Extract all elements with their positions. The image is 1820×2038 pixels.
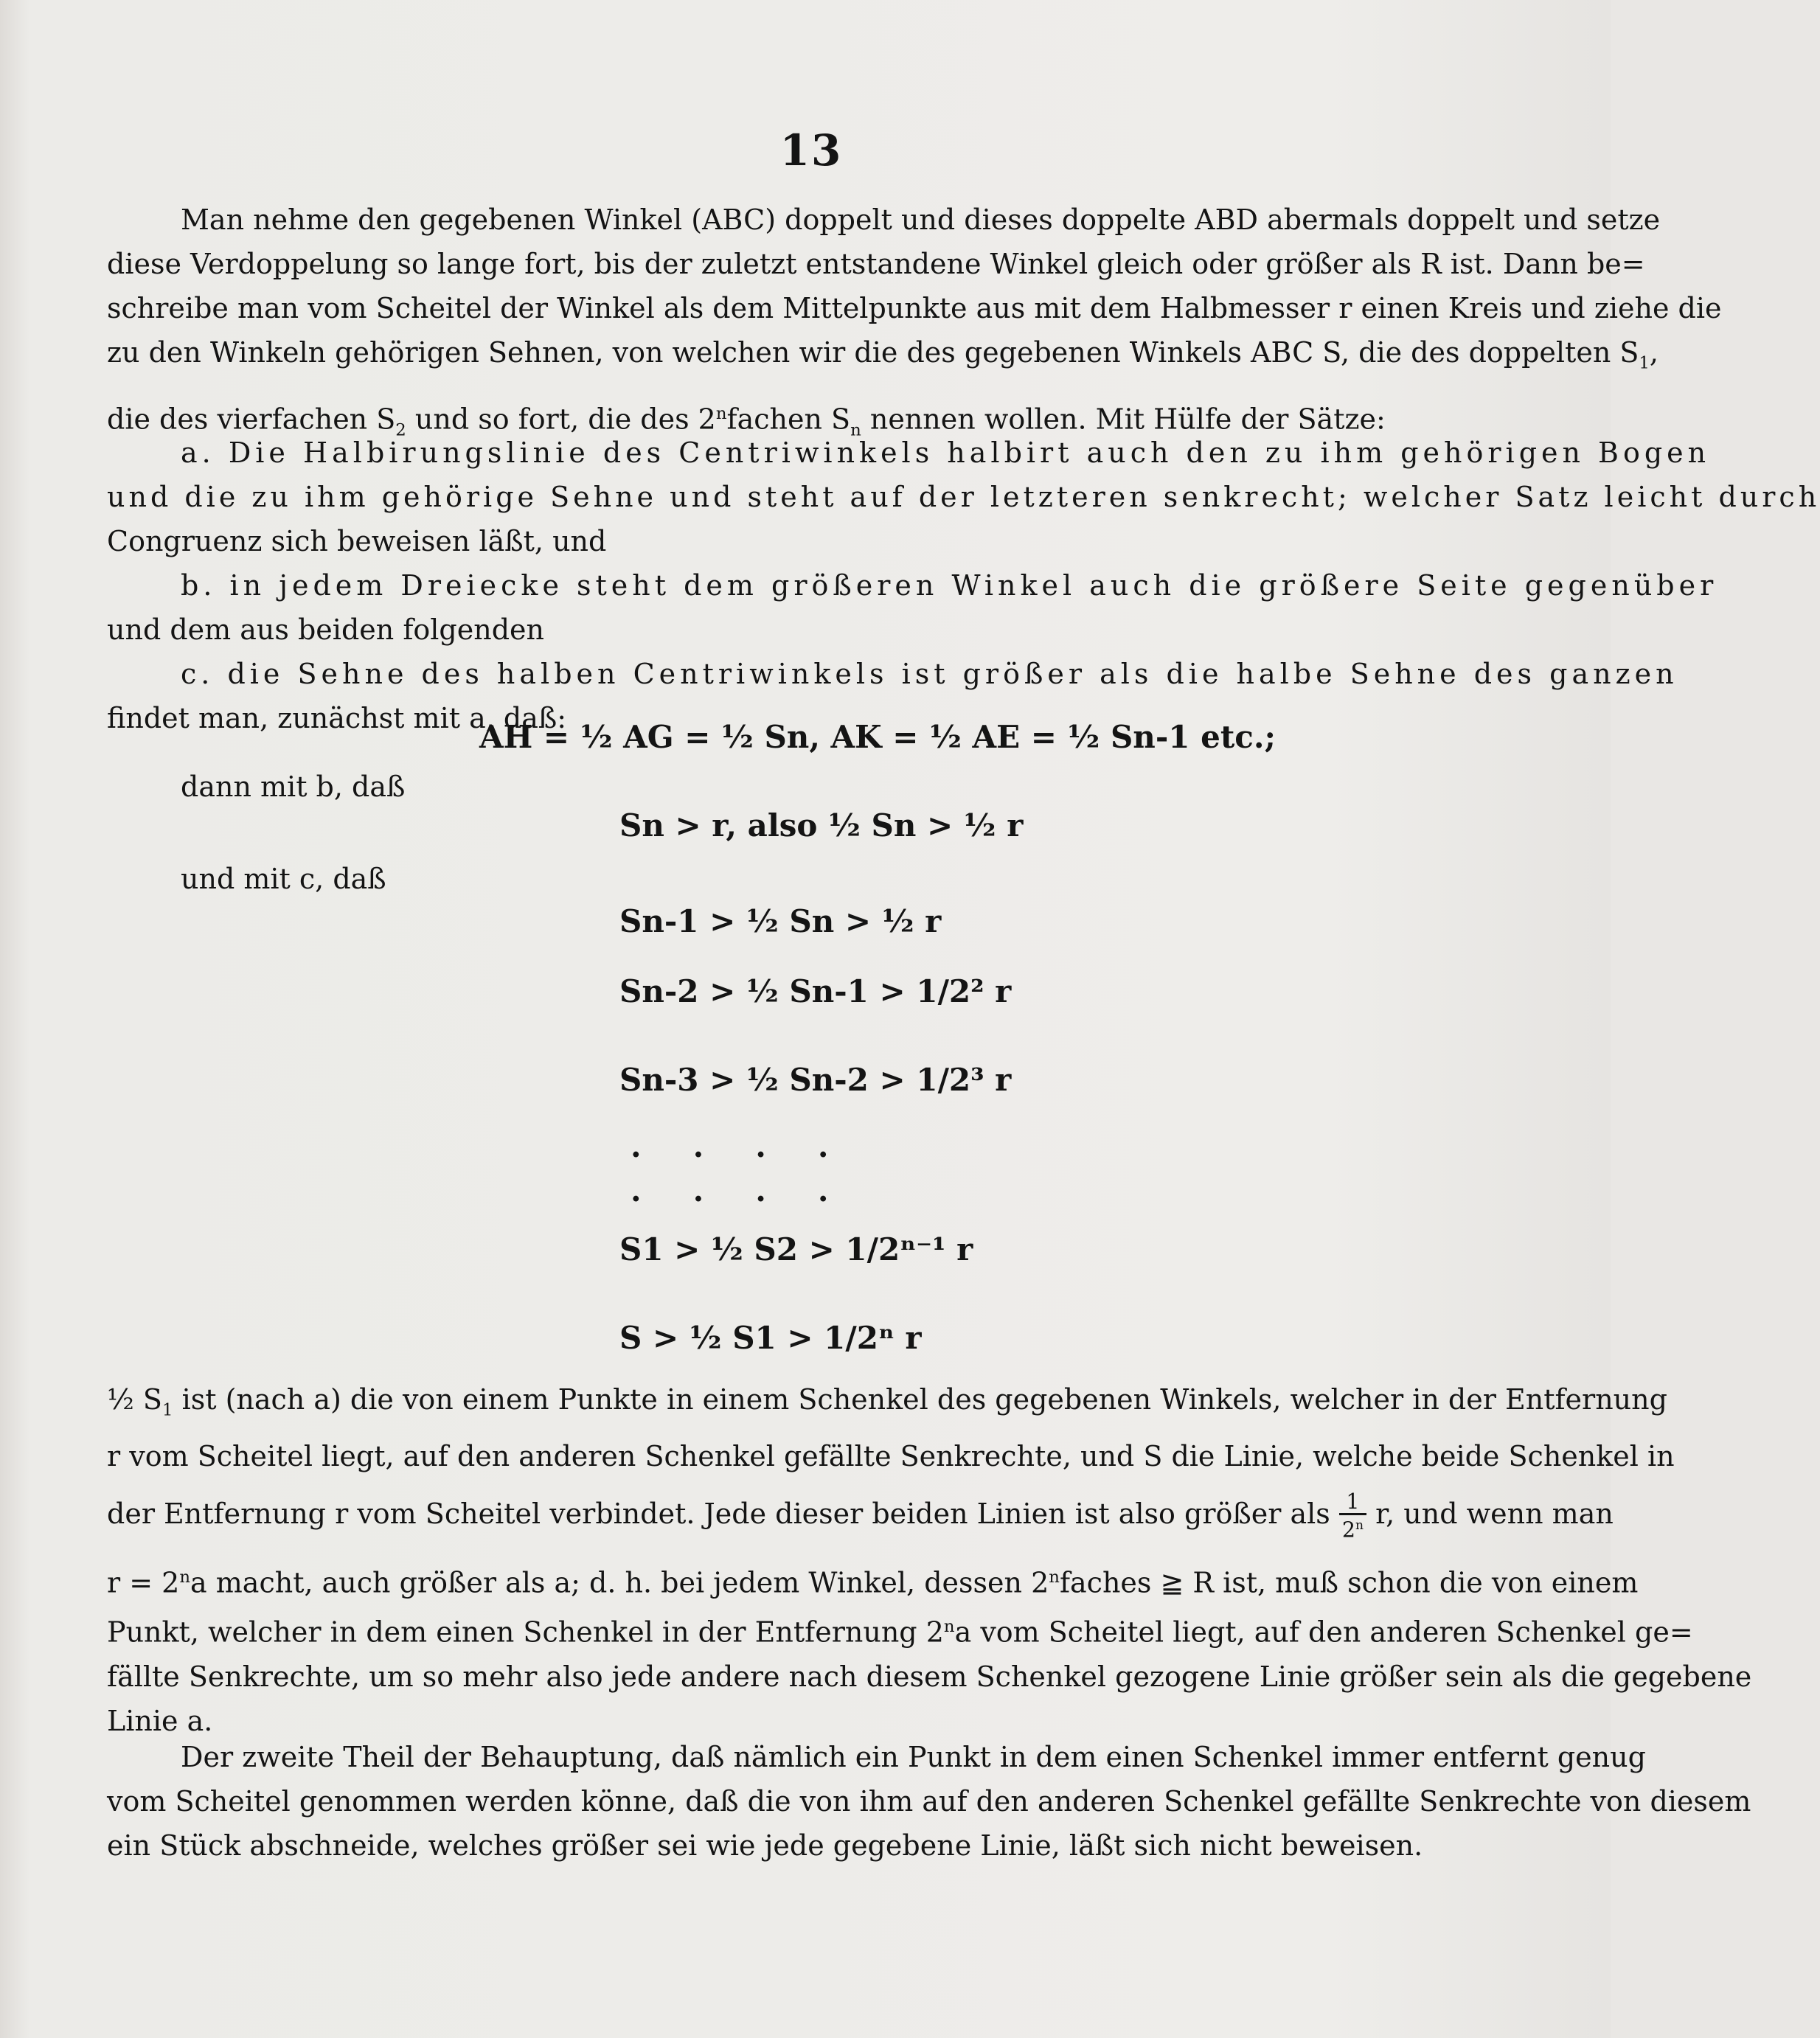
text-line xyxy=(107,1484,1614,1543)
inequality-row: S1 > ½ S2 > 1/2ⁿ⁻¹ r xyxy=(619,1231,973,1267)
dot: . xyxy=(755,1128,818,1164)
paragraph-intro xyxy=(107,199,1722,451)
text-fragment: a macht, auch größer als a; d. h. bei jedem Winkel, dessen 2 xyxy=(190,1566,1049,1599)
dot: . xyxy=(631,1128,693,1164)
text-line: Congruenz sich beweisen läßt, und xyxy=(107,525,607,557)
text-line: vom Scheitel genommen werden könne, daß die von ihm auf den anderen Schenkel gefällte Senkrechte von diesem xyxy=(107,1785,1751,1818)
text-line xyxy=(107,1557,1639,1604)
text-line: Linie a. xyxy=(107,1704,213,1737)
dot: . xyxy=(817,1172,881,1208)
text-line: diese Verdoppelung so lange fort, bis der zuletzt entstandene Winkel gleich oder größer als R ist. Dann be= xyxy=(107,248,1645,280)
text-line: und mit c, daß xyxy=(181,863,386,895)
subscript: 1 xyxy=(161,1400,173,1420)
text-fragment: r, und wenn man xyxy=(1375,1497,1614,1530)
text-line: Man nehme den gegebenen Winkel (ABC) doppelt und dieses doppelte ABD abermals doppelt und setze xyxy=(181,204,1661,236)
text-fragment: Punkt, welcher in dem einen Schenkel in der Entfernung 2 xyxy=(107,1616,944,1649)
superscript: n xyxy=(715,403,727,423)
dot: . xyxy=(692,1172,756,1208)
superscript: n xyxy=(1049,1567,1060,1587)
text-line: und die zu ihm gehörige Sehne und steht auf der letzteren senkrecht; welcher Satz leicht durch xyxy=(107,481,1820,513)
text-fragment: die des vierfachen S xyxy=(107,403,396,436)
text-line: ein Stück abschneide, welches größer sei wie jede gegebene Linie, läßt sich nicht beweisen. xyxy=(107,1829,1423,1862)
text-fragment: ist (nach a) die von einem Punkte in einem Schenkel des gegebenen Winkels, welcher in der Entfernung xyxy=(181,1383,1667,1416)
list-item-a: a. Die Halbirungslinie des Centriwinkels halbirt auch den zu ihm gehörigen Bogen xyxy=(181,437,1711,469)
text-fragment: 2 xyxy=(1341,1517,1356,1543)
dot: . xyxy=(817,1128,881,1164)
text-fragment: a vom Scheitel liegt, auf den anderen Schenkel ge= xyxy=(954,1616,1693,1649)
text-line xyxy=(107,1606,1693,1653)
inequality-row: Sn-2 > ½ Sn-1 > 1/2² r xyxy=(619,973,1012,1009)
formula-sn: Sn > r, also ½ Sn > ½ r xyxy=(619,807,1024,844)
formula-ah: AH = ½ AG = ½ Sn, AK = ½ AE = ½ Sn-1 etc.; xyxy=(479,719,1276,755)
text-fragment: ½ S xyxy=(107,1383,162,1416)
paragraph-conclusion xyxy=(107,1736,1751,1866)
fraction xyxy=(1339,1491,1366,1541)
text-fragment: der Entfernung r vom Scheitel verbindet. Jede dieser beiden Linien ist also größer als xyxy=(107,1497,1330,1530)
text-fragment: r = 2 xyxy=(107,1566,180,1599)
text-line: zu den Winkeln gehörigen Sehnen, von welchen wir die des gegebenen Winkels ABC S, die des doppelten $S_1$, xyxy=(107,336,1659,373)
text-fragment: und so fort, die des 2 xyxy=(414,403,716,436)
superscript: n xyxy=(179,1567,191,1587)
numerator: 1 xyxy=(1339,1491,1366,1515)
text-line: fällte Senkrechte, um so mehr also jede andere nach diesem Schenkel gezogene Linie größer sein als die gegebene xyxy=(107,1660,1752,1693)
inequality-row: Sn-3 > ½ Sn-2 > 1/2³ r xyxy=(619,1062,1012,1098)
list-item-c: c. die Sehne des halben Centriwinkels ist größer als die halbe Sehne des ganzen xyxy=(181,658,1678,690)
subscript: 1 xyxy=(1639,353,1650,373)
text-line: und dem aus beiden folgenden xyxy=(107,613,544,646)
dot: . xyxy=(631,1172,693,1208)
text-line: findet man, zunächst mit a, daß: xyxy=(107,702,567,734)
superscript: n xyxy=(1355,1517,1364,1533)
text-fragment: nennen wollen. Mit Hülfe der Sätze: xyxy=(869,403,1386,436)
text-line: schreibe man vom Scheitel der Winkel als dem Mittelpunkte aus mit dem Halbmesser r einen Kreis und ziehe die xyxy=(107,292,1722,324)
dot: . xyxy=(755,1172,818,1208)
ellipsis-dots xyxy=(631,1172,881,1208)
text-line: dann mit b, daß xyxy=(181,771,406,803)
subscript: n xyxy=(850,420,861,439)
text-line: r vom Scheitel liegt, auf den anderen Schenkel gefällte Senkrechte, und S die Linie, welche beide Schenkel in xyxy=(107,1439,1675,1472)
text-line xyxy=(107,1379,1667,1431)
text-line: Der zweite Theil der Behauptung, daß nämlich ein Punkt in dem einen Schenkel immer entfernt genug xyxy=(181,1741,1646,1773)
superscript: n xyxy=(943,1617,955,1637)
dot: . xyxy=(692,1128,756,1164)
page-number: 13 xyxy=(779,125,843,175)
text-fragment: faches ≧ R ist, muß schon die von einem xyxy=(1059,1566,1639,1599)
text-fragment: fachen S xyxy=(726,403,851,436)
subscript: 2 xyxy=(395,420,406,439)
inequality-row: Sn-1 > ½ Sn > ½ r xyxy=(619,903,942,939)
ellipsis-dots xyxy=(631,1128,881,1164)
paragraph-explanation xyxy=(107,1379,1752,1742)
text-fragment: zu den Winkeln gehörigen Sehnen, von welchen wir die des gegebenen Winkels ABC S, die des doppelten S xyxy=(107,336,1639,369)
list-item-b: b. in jedem Dreiecke steht dem größeren Winkel auch die größere Seite gegenüber xyxy=(181,569,1718,602)
denominator xyxy=(1339,1515,1366,1541)
inequality-row: S > ½ S1 > 1/2ⁿ r xyxy=(619,1320,922,1356)
list-items xyxy=(107,432,1820,739)
